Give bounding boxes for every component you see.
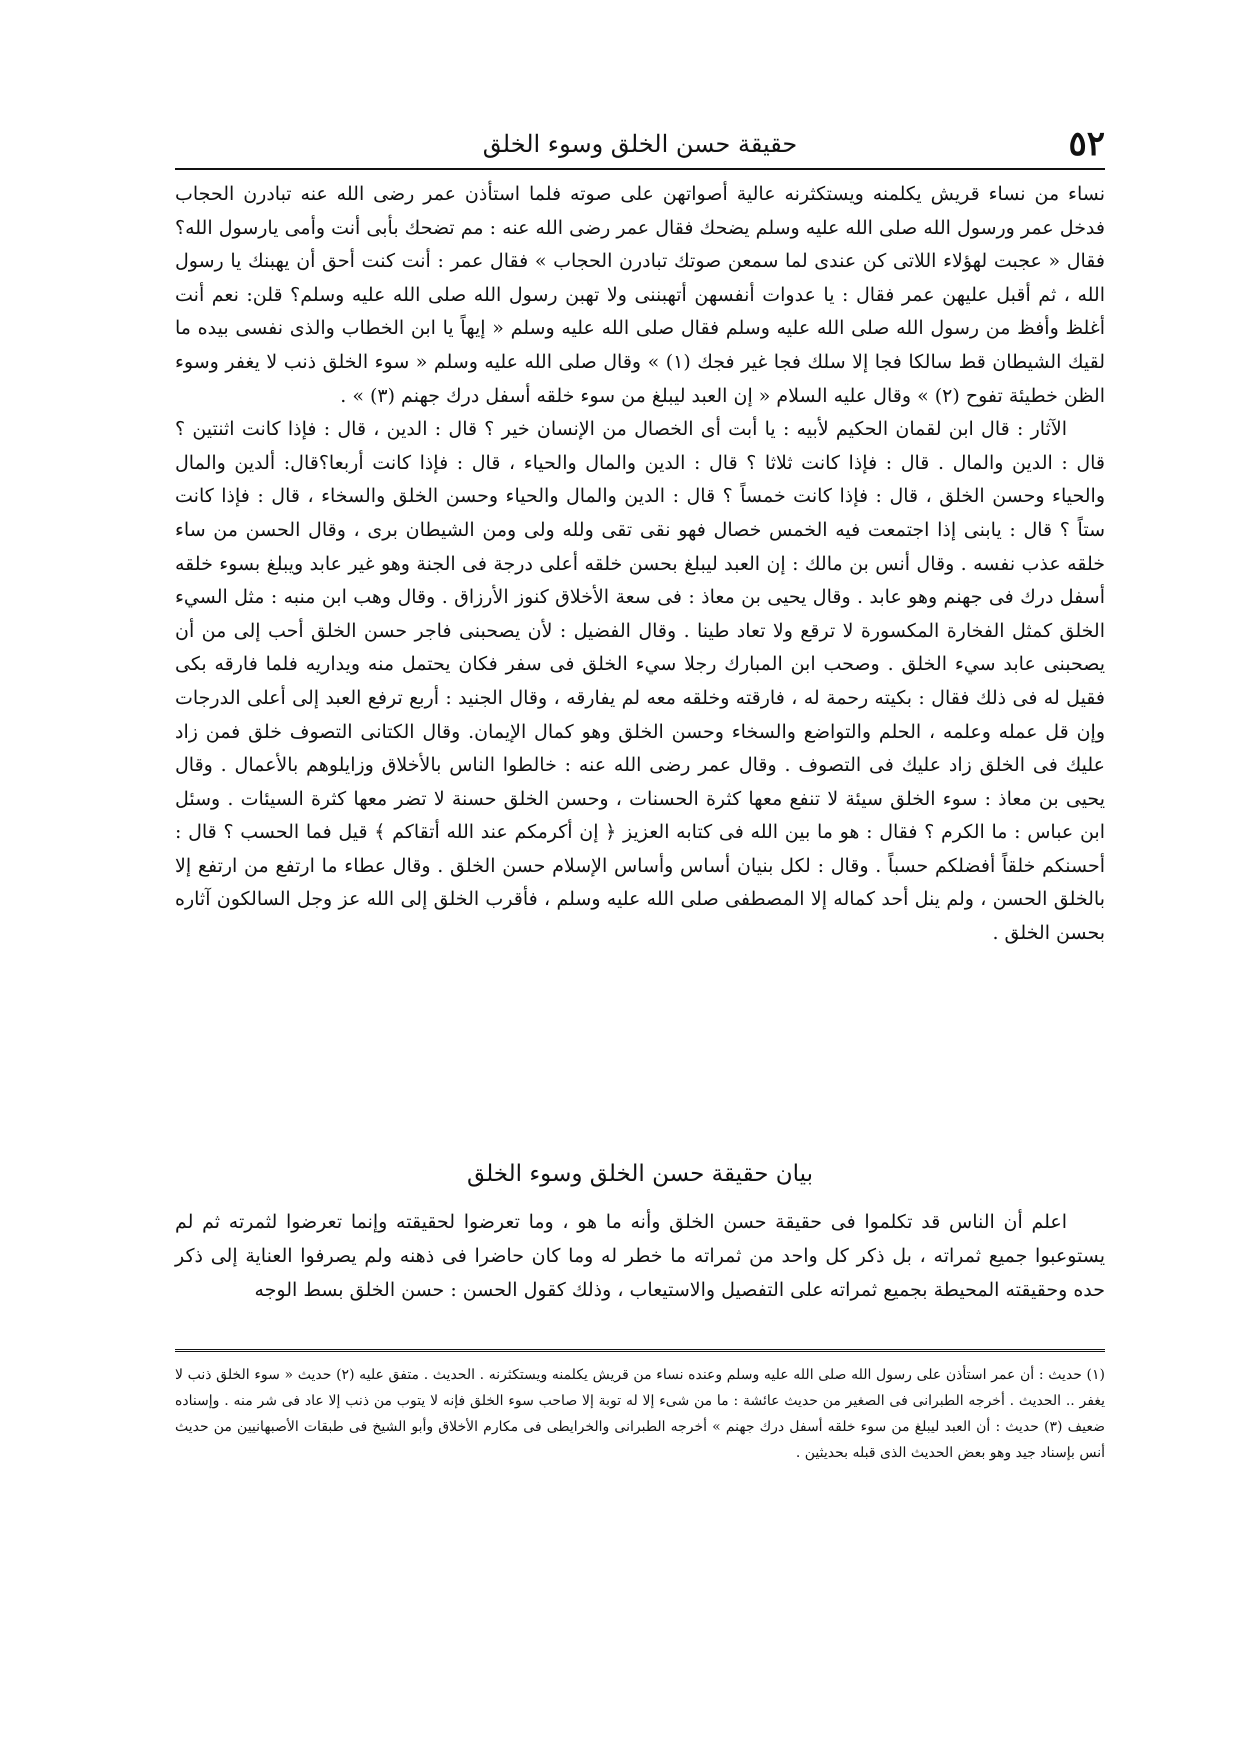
footnote-rule xyxy=(175,1349,1105,1352)
page-header xyxy=(175,122,1105,166)
hadith-paragraph: نساء من نساء قريش يكلمنه ويستكثرنه عالية أصواتهن على صوته فلما استأذن عمر رضى الله عنه تبادرن الحجاب فدخل عمر ورسول الله صلى الله عليه وسلم يضحك فقال عمر رضى الله عنه : مم تضحك بأبى أنت وأمى يارسول الله؟ فقال « عجبت لهؤلاء اللاتى كن عندى لما سمعن صوتك تبادرن الحجاب » فقال عمر : أنت كنت أحق أن يهبنك يا رسول الله ، ثم أقبل عليهن عمر فقال : يا عدوات أنفسهن أتهبننى ولا تهبن رسول الله صلى الله عليه وسلم؟ قلن: نعم أنت أغلظ وأفظ من رسول الله صلى الله عليه وسلم فقال صلى الله عليه وسلم « إيهاً يا ابن الخطاب والذى نفسى بيده ما لقيك الشيطان قط سالكا فجا إلا سلك فجا غير فجك (١) » وقال صلى الله عليه وسلم « سوء الخلق ذنب لا يغفر وسوء الظن خطيئة تفوح (٢) » وقال عليه السلام « إن العبد ليبلغ من سوء خلقه أسفل درك جهنم (٣) » . xyxy=(175,183,1105,407)
header-rule xyxy=(175,168,1105,170)
footnote-text: (١) حديث : أن عمر استأذن على رسول الله صلى الله عليه وسلم وعنده نساء من قريش يكلمنه ويستكثرنه . الحديث . متفق عليه (٢) حديث « سوء الخلق ذنب لا يغفر .. الحديث . أخرجه الطبرانى فى الصغير من حديث عائشة : ما من شىء إلا له توبة إلا صاحب سوء الخلق فإنه لا يتوب من ذنب إلا عاد فى شر منه . وإسناده ضعيف (٣) حديث : أن العبد ليبلغ من سوء خلقه أسفل درك جهنم » أخرجه الطبرانى والخرايطى فى مكارم الأخلاق وأبو الشيخ فى طبقات الأصبهانيين من حديث أنس بإسناد جيد وهو بعض الحديث الذى قبله بحديثين . xyxy=(175,1367,1105,1461)
section-heading: بيان حقيقة حسن الخلق وسوء الخلق xyxy=(467,1161,813,1187)
running-title: حقيقة حسن الخلق وسوء الخلق xyxy=(482,130,798,158)
section-text xyxy=(175,1205,1105,1307)
main-text xyxy=(175,178,1105,951)
page-number: ٥٢ xyxy=(1068,124,1105,164)
athar-paragraph: الآثار : قال ابن لقمان الحكيم لأبيه : يا أبت أى الخصال من الإنسان خير ؟ قال : الدين ، قال : فإذا كانت اثنتين ؟ قال : الدين والمال . قال : فإذا كانت ثلاثا ؟ قال : الدين والمال والحياء ، قال : فإذا كانت أربعا؟قال: ألدين والمال والحياء وحسن الخلق ، قال : فإذا كانت خمساً ؟ قال : الدين والمال والحياء وحسن الخلق والسخاء ، قال : فإذا كانت ستاً ؟ قال : يابنى إذا اجتمعت فيه الخمس خصال فهو نقى تقى ولله ولى ومن الشيطان برى ، وقال الحسن من ساء خلقه عذب نفسه . وقال أنس بن مالك : إن العبد ليبلغ بحسن خلقه أعلى درجة فى الجنة وهو غير عابد ويبلغ بسوء خلقه أسفل درك فى جهنم وهو عابد . وقال يحيى بن معاذ : فى سعة الأخلاق كنوز الأرزاق . وقال وهب ابن منبه : مثل السيء الخلق كمثل الفخارة المكسورة لا ترقع ولا تعاد طينا . وقال الفضيل : لأن يصحبنى فاجر حسن الخلق أحب إلى من أن يصحبنى عابد سيء الخلق . وصحب ابن المبارك رجلا سيء الخلق فى سفر فكان يحتمل منه ويداريه فلما فارقه بكى فقيل له فى ذلك فقال : بكيته رحمة له ، فارقته وخلقه معه لم يفارقه ، وقال الجنيد : أربع ترفع العبد إلى أعلى الدرجات وإن قل عمله وعلمه ، الحلم والتواضع والسخاء وحسن الخلق وهو كمال الإيمان. وقال الكتانى التصوف خلق فمن زاد عليك فى الخلق زاد عليك فى التصوف . وقال عمر رضى الله عنه : خالطوا الناس بالأخلاق وزايلوهم بالأعمال . وقال يحيى بن معاذ : سوء الخلق سيئة لا تنفع معها كثرة الحسنات ، وحسن الخلق حسنة لا تضر معها كثرة السيئات . وسئل ابن عباس : ما الكرم ؟ فقال : هو ما بين الله فى كتابه العزيز ﴿ إن أكرمكم عند الله أتقاكم ﴾ قيل فما الحسب ؟ قال : أحسنكم خلقاً أفضلكم حسباً . وقال : لكل بنيان أساس وأساس الإسلام حسن الخلق . وقال عطاء ما ارتفع من ارتفع إلا بالخلق الحسن ، ولم ينل أحد كماله إلا المصطفى صلى الله عليه وسلم ، فأقرب الخلق إلى الله عز وجل السالكون آثاره بحسن الخلق . xyxy=(175,418,1105,945)
footnotes xyxy=(175,1362,1105,1466)
section-paragraph: اعلم أن الناس قد تكلموا فى حقيقة حسن الخلق وأنه ما هو ، وما تعرضوا لحقيقته وإنما تعرضوا لثمرته ثم لم يستوعبوا جميع ثمراته ، بل ذكر كل واحد من ثمراته ما خطر له وما كان حاضرا فى ذهنه ولم يصرفوا العناية إلى ذكر حده وحقيقته المحيطة بجميع ثمراته على التفصيل والاستيعاب ، وذلك كقول الحسن : حسن الخلق بسط الوجه xyxy=(175,1211,1105,1301)
